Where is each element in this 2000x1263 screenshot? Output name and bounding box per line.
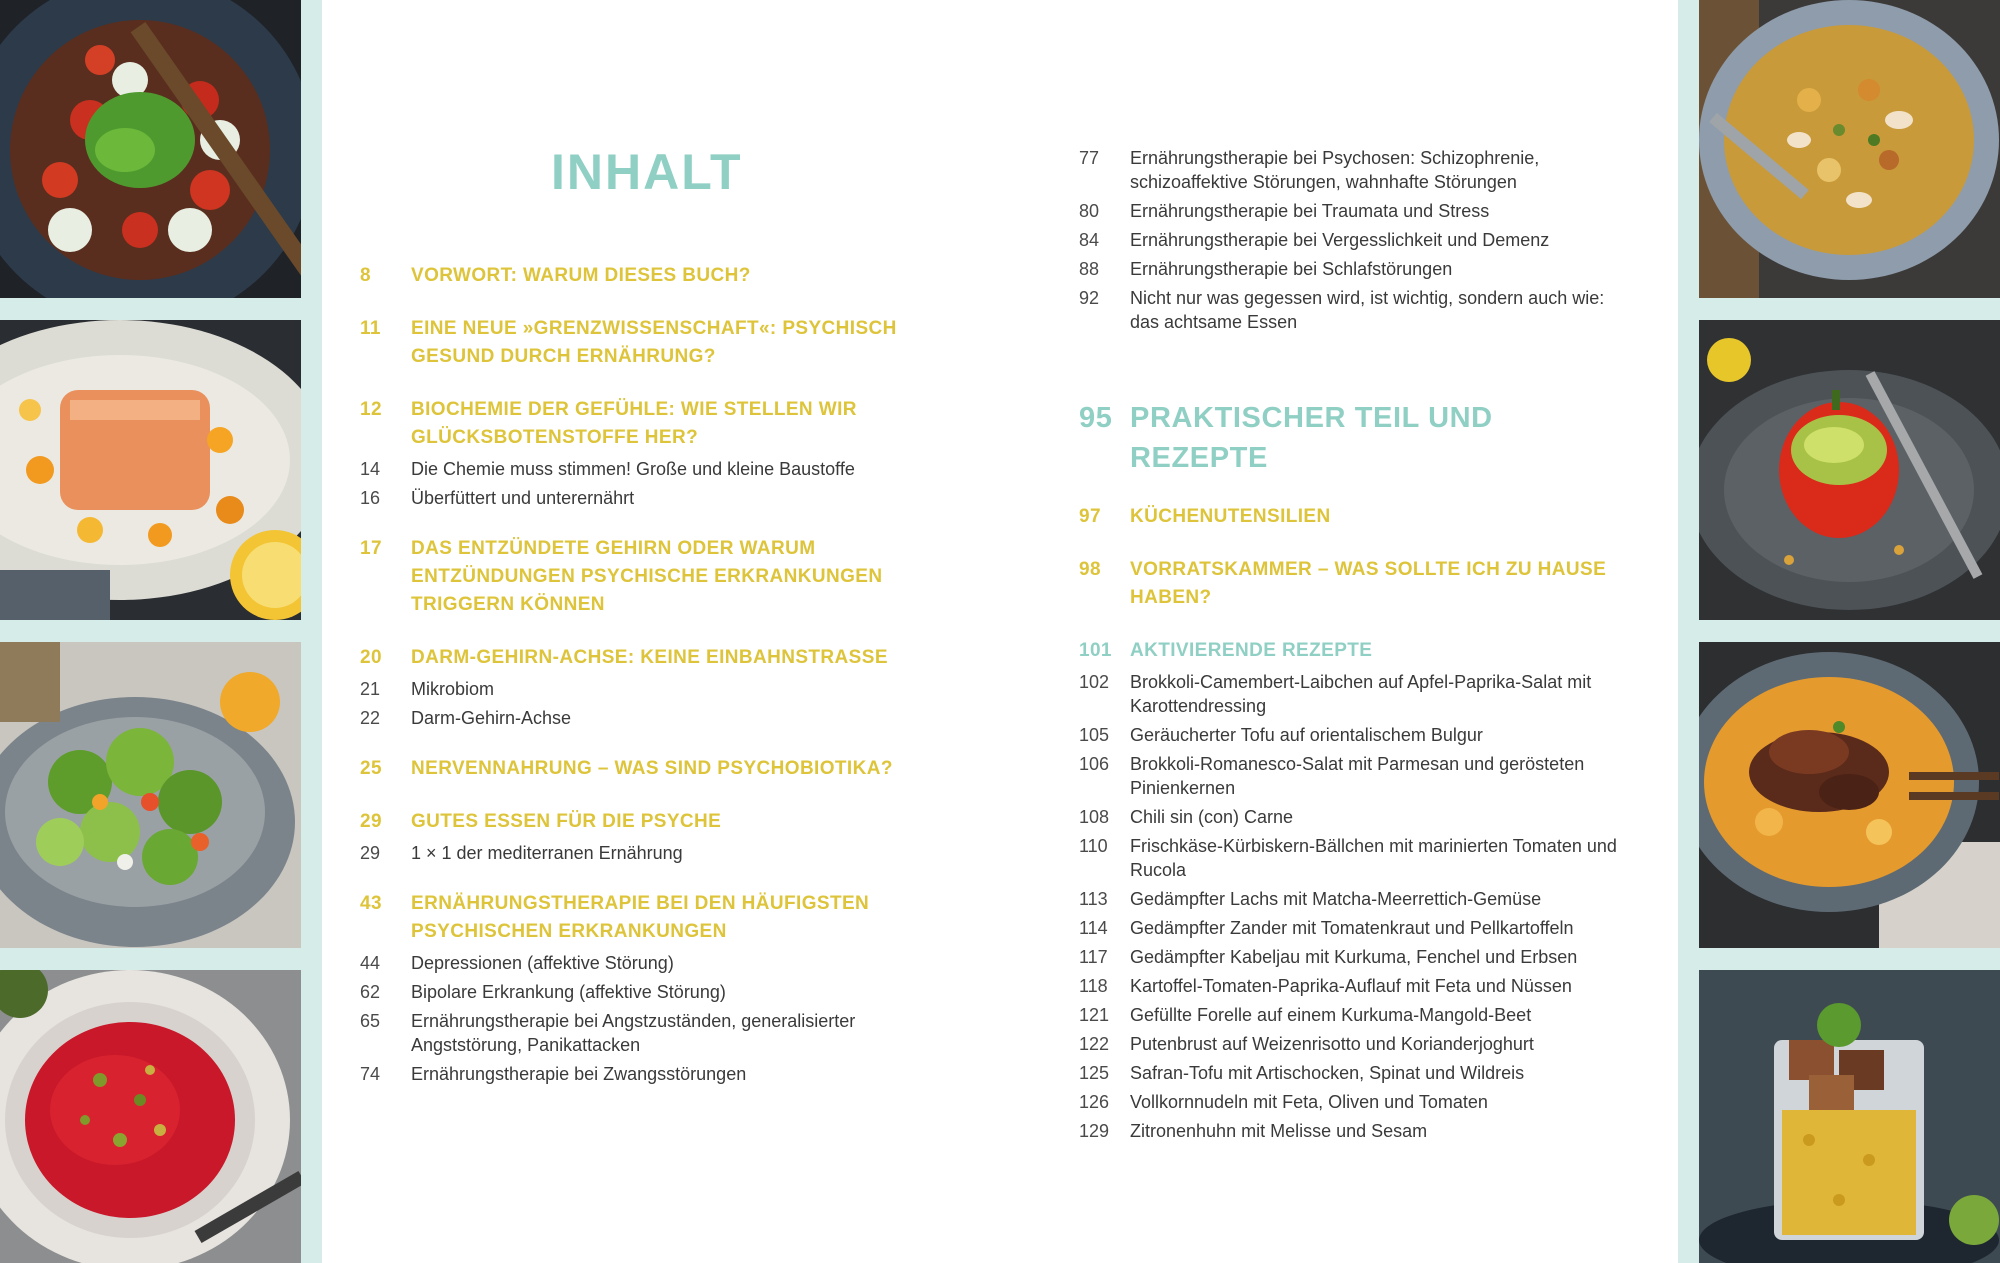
toc-entry-text: Chili sin (con) Carne xyxy=(1130,807,1294,827)
toc-entry-text: Darm-Gehirn-Achse xyxy=(411,708,572,728)
toc-entry-text: Brokkoli-Camembert-Laibchen auf Apfel-Paprika-Salat mit Karottendressing xyxy=(1130,672,1592,716)
toc-page-number: 17 xyxy=(360,538,382,559)
toc-page-number: 84 xyxy=(1079,230,1100,250)
toc-entry[interactable] xyxy=(1079,670,1624,718)
toc-section-heading[interactable] xyxy=(360,315,920,371)
photo-stuffed-pepper xyxy=(1699,320,2000,620)
toc-entry-text: Safran-Tofu mit Artischocken, Spinat und Wildreis xyxy=(1130,1063,1525,1083)
toc-heading-text: DARM-GEHIRN-ACHSE: KEINE EINBAHNSTRASSE xyxy=(411,647,888,668)
toc-page-number: 21 xyxy=(360,679,381,699)
toc-entry-text: Zitronenhuhn mit Melisse und Sesam xyxy=(1130,1121,1428,1141)
toc-entry[interactable] xyxy=(360,951,920,975)
toc-section-heading[interactable] xyxy=(360,644,920,672)
toc-heading-text: AKTIVIERENDE REZEPTE xyxy=(1130,640,1373,661)
toc-entry[interactable] xyxy=(360,677,920,701)
toc-entry[interactable] xyxy=(360,486,920,510)
toc-page-number: 113 xyxy=(1079,889,1108,909)
toc-page-number: 14 xyxy=(360,459,381,479)
toc-entry[interactable] xyxy=(360,980,920,1004)
toc-entry-text: Brokkoli-Romanesco-Salat mit Parmesan und gerösteten Pinienkernen xyxy=(1130,754,1585,798)
toc-entry[interactable] xyxy=(360,841,920,865)
toc-page-number: 121 xyxy=(1079,1005,1110,1025)
toc-section-heading[interactable] xyxy=(360,755,920,783)
toc-entry-text: Ernährungstherapie bei Vergesslichkeit und Demenz xyxy=(1130,230,1550,250)
toc-page-number: 74 xyxy=(360,1064,381,1084)
toc-entry-text: Ernährungstherapie bei Schlafstörungen xyxy=(1130,259,1453,279)
photo-glazed-meat-bowl xyxy=(1699,642,2000,948)
toc-heading-text: ERNÄHRUNGSTHERAPIE BEI DEN HÄUFIGSTEN PSYCHISCHEN ERKRANKUNGEN xyxy=(411,893,870,942)
toc-page-number: 44 xyxy=(360,953,381,973)
toc-entry-text: Gedämpfter Kabeljau mit Kurkuma, Fenchel und Erbsen xyxy=(1130,947,1578,967)
toc-page-number: 62 xyxy=(360,982,381,1002)
toc-entry[interactable] xyxy=(1079,286,1624,334)
toc-page-number: 29 xyxy=(360,811,382,832)
toc-entry-text: 1 × 1 der mediterranen Ernährung xyxy=(411,843,683,863)
toc-page-number: 114 xyxy=(1079,918,1108,938)
toc-page-number: 97 xyxy=(1079,506,1101,527)
toc-page-number: 122 xyxy=(1079,1034,1110,1054)
toc-entry[interactable] xyxy=(1079,228,1624,252)
photo-broccoli-salad xyxy=(0,642,301,948)
photo-tomato-salad xyxy=(0,0,301,298)
toc-entry-text: Ernährungstherapie bei Traumata und Stress xyxy=(1130,201,1490,221)
toc-page-number: 22 xyxy=(360,708,381,728)
toc-entry[interactable] xyxy=(360,457,920,481)
toc-page-number: 16 xyxy=(360,488,381,508)
toc-entry[interactable] xyxy=(1079,723,1624,747)
toc-section-heading[interactable] xyxy=(360,262,920,290)
toc-page-number: 98 xyxy=(1079,559,1101,580)
toc-entry-text: Putenbrust auf Weizenrisotto und Korianderjoghurt xyxy=(1130,1034,1534,1054)
toc-heading-text: KÜCHENUTENSILIEN xyxy=(1130,506,1331,527)
toc-entry-text: Gefüllte Forelle auf einem Kurkuma-Mangold-Beet xyxy=(1130,1005,1532,1025)
toc-heading-text: NERVENNAHRUNG – WAS SIND PSYCHOBIOTIKA? xyxy=(411,758,893,779)
toc-entry[interactable] xyxy=(1079,834,1624,882)
toc-entry[interactable] xyxy=(360,1009,920,1057)
toc-entry[interactable] xyxy=(1079,805,1624,829)
toc-page-number: 108 xyxy=(1079,807,1110,827)
toc-entry[interactable] xyxy=(1079,146,1624,194)
toc-page-number: 29 xyxy=(360,843,381,863)
toc-entry[interactable] xyxy=(360,706,920,730)
toc-entry-text: Vollkornnudeln mit Feta, Oliven und Tomaten xyxy=(1130,1092,1488,1112)
toc-heading-text: BIOCHEMIE DER GEFÜHLE: WIE STELLEN WIR GLÜCKSBOTENSTOFFE HER? xyxy=(411,399,857,448)
right-photo-strip xyxy=(1699,0,2000,1263)
toc-entry[interactable] xyxy=(1079,1061,1624,1085)
toc-page-number: 101 xyxy=(1079,640,1112,661)
photo-couscous-glass xyxy=(1699,970,2000,1263)
toc-page-number: 80 xyxy=(1079,201,1100,221)
toc-page-number: 8 xyxy=(360,265,371,286)
toc-entry[interactable] xyxy=(360,1062,920,1086)
toc-page-number: 105 xyxy=(1079,725,1110,745)
toc-entry[interactable] xyxy=(1079,887,1624,911)
toc-heading-text: EINE NEUE »GRENZWISSENSCHAFT«: PSYCHISCH GESUND DURCH ERNÄHRUNG? xyxy=(411,318,897,367)
toc-page-number: 106 xyxy=(1079,754,1110,774)
toc-page-number: 88 xyxy=(1079,259,1100,279)
toc-page-number: 12 xyxy=(360,399,382,420)
toc-section-heading[interactable] xyxy=(1079,637,1624,665)
photo-salmon-vegetables xyxy=(0,320,301,620)
toc-entry-text: Ernährungstherapie bei Angstzuständen, generalisierter Angststörung, Panikattacken xyxy=(411,1011,856,1055)
toc-page-number: 77 xyxy=(1079,148,1100,168)
toc-page-number: 102 xyxy=(1079,672,1110,692)
toc-heading-text: VORWORT: WARUM DIESES BUCH? xyxy=(411,265,751,286)
toc-page-number: 126 xyxy=(1079,1092,1110,1112)
toc-heading-text: PRAKTISCHER TEIL UND REZEPTE xyxy=(1130,402,1493,474)
toc-page-number: 125 xyxy=(1079,1063,1110,1083)
toc-entry[interactable] xyxy=(1079,1032,1624,1056)
toc-entry[interactable] xyxy=(1079,257,1624,281)
toc-section-heading[interactable] xyxy=(1079,398,1624,478)
left-photo-strip xyxy=(0,0,301,1263)
toc-page-number: 92 xyxy=(1079,288,1100,308)
toc-page-number: 95 xyxy=(1079,402,1113,434)
toc-entry-text: Die Chemie muss stimmen! Große und kleine Baustoffe xyxy=(411,459,855,479)
toc-page-number: 118 xyxy=(1079,976,1108,996)
toc-entry[interactable] xyxy=(1079,974,1624,998)
toc-section-heading[interactable] xyxy=(360,396,920,452)
toc-section-heading[interactable] xyxy=(360,890,920,946)
toc-section-heading[interactable] xyxy=(360,535,920,619)
toc-entry-text: Depressionen (affektive Störung) xyxy=(411,953,674,973)
toc-entry[interactable] xyxy=(1079,916,1624,940)
toc-page-number: 11 xyxy=(360,318,381,339)
toc-entry[interactable] xyxy=(1079,945,1624,969)
toc-entry-text: Kartoffel-Tomaten-Paprika-Auflauf mit Feta und Nüssen xyxy=(1130,976,1572,996)
toc-column-right xyxy=(1079,146,1624,1143)
toc-section-heading[interactable] xyxy=(1079,556,1624,612)
toc-entry-text: Mikrobiom xyxy=(411,679,495,699)
toc-entry-text: Frischkäse-Kürbiskern-Bällchen mit marinierten Tomaten und Rucola xyxy=(1130,836,1617,880)
toc-heading-text: VORRATSKAMMER – WAS SOLLTE ICH ZU HAUSE HABEN? xyxy=(1130,559,1607,608)
toc-entry-text: Geräucherter Tofu auf orientalischem Bulgur xyxy=(1130,725,1483,745)
toc-entry-text: Gedämpfter Zander mit Tomatenkraut und Pellkartoffeln xyxy=(1130,918,1574,938)
toc-section-heading[interactable] xyxy=(360,808,920,836)
toc-column-left xyxy=(360,262,920,1086)
toc-heading-text: DAS ENTZÜNDETE GEHIRN ODER WARUM ENTZÜNDUNGEN PSYCHISCHE ERKRANKUNGEN TRIGGERN KÖNNEN xyxy=(411,538,883,615)
toc-entry-text: Ernährungstherapie bei Psychosen: Schizophrenie, schizoaffektive Störungen, wahnhafte Störungen xyxy=(1130,148,1540,192)
photo-beet-soup xyxy=(0,970,301,1263)
toc-section-heading[interactable] xyxy=(1079,503,1624,531)
toc-entry[interactable] xyxy=(1079,1003,1624,1027)
toc-entry-text: Ernährungstherapie bei Zwangsstörungen xyxy=(411,1064,747,1084)
toc-page-number: 117 xyxy=(1079,947,1108,967)
toc-entry[interactable] xyxy=(1079,199,1624,223)
toc-page-number: 20 xyxy=(360,647,382,668)
photo-curry-rice-bowl xyxy=(1699,0,2000,298)
toc-page-number: 129 xyxy=(1079,1121,1110,1141)
toc-entry-text: Bipolare Erkrankung (affektive Störung) xyxy=(411,982,726,1002)
toc-page-number: 43 xyxy=(360,893,382,914)
toc-entry[interactable] xyxy=(1079,1090,1624,1114)
toc-page-number: 25 xyxy=(360,758,382,779)
toc-entry-text: Überfüttert und unterernährt xyxy=(411,488,635,508)
toc-page-number: 110 xyxy=(1079,836,1108,856)
toc-entry[interactable] xyxy=(1079,752,1624,800)
toc-entry-text: Gedämpfter Lachs mit Matcha-Meerrettich-Gemüse xyxy=(1130,889,1542,909)
toc-heading-text: GUTES ESSEN FÜR DIE PSYCHE xyxy=(411,811,722,832)
toc-title: INHALT xyxy=(551,144,743,200)
toc-entry[interactable] xyxy=(1079,1119,1624,1143)
toc-page-number: 65 xyxy=(360,1011,381,1031)
toc-entry-text: Nicht nur was gegessen wird, ist wichtig, sondern auch wie: das achtsame Essen xyxy=(1130,288,1605,332)
